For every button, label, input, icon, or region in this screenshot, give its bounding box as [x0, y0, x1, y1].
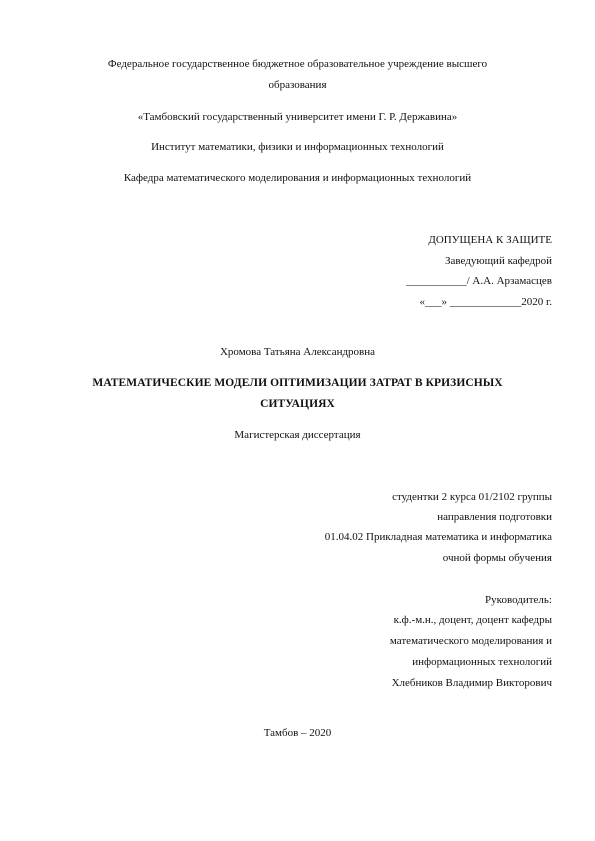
student-info-line-3: 01.04.02 Прикладная математика и информатика — [324, 531, 552, 543]
approval-role: Заведующий кафедрой — [445, 255, 552, 267]
department-name: Кафедра математического моделирования и информационных технологий — [123, 172, 472, 184]
student-info-line-2: направления подготовки — [437, 511, 552, 523]
city-year: Тамбов – 2020 — [263, 727, 332, 739]
thesis-title-line-2: СИТУАЦИЯХ — [260, 398, 335, 410]
supervisor-line-3: информационных технологий — [412, 656, 552, 668]
work-type: Магистерская диссертация — [234, 429, 361, 441]
supervisor-line-2: математического моделирования и — [389, 635, 552, 647]
approval-signature-line: ___________/ А.А. Арзамасцев — [406, 275, 552, 287]
student-info-line-4: очной формы обучения — [442, 552, 552, 564]
approval-date-line: «___» _____________2020 г. — [419, 296, 552, 308]
supervisor-label: Руководитель: — [485, 594, 552, 606]
organization-line-2: образования — [268, 79, 327, 91]
institute-name: Институт математики, физики и информационных технологий — [151, 141, 444, 153]
supervisor-line-1: к.ф.-м.н., доцент, доцент кафедры — [393, 614, 552, 626]
thesis-title-line-1: МАТЕМАТИЧЕСКИЕ МОДЕЛИ ОПТИМИЗАЦИИ ЗАТРАТ В КРИЗИСНЫХ — [92, 377, 503, 389]
organization-line-1: Федеральное государственное бюджетное образовательное учреждение высшего — [107, 58, 488, 70]
student-info-line-1: студентки 2 курса 01/2102 группы — [392, 491, 552, 503]
supervisor-name: Хлебников Владимир Викторович — [391, 677, 552, 689]
author-name: Хромова Татьяна Александровна — [219, 346, 376, 358]
university-name: «Тамбовский государственный университет имени Г. Р. Державина» — [137, 111, 458, 123]
approval-status: ДОПУЩЕНА К ЗАЩИТЕ — [428, 234, 552, 246]
